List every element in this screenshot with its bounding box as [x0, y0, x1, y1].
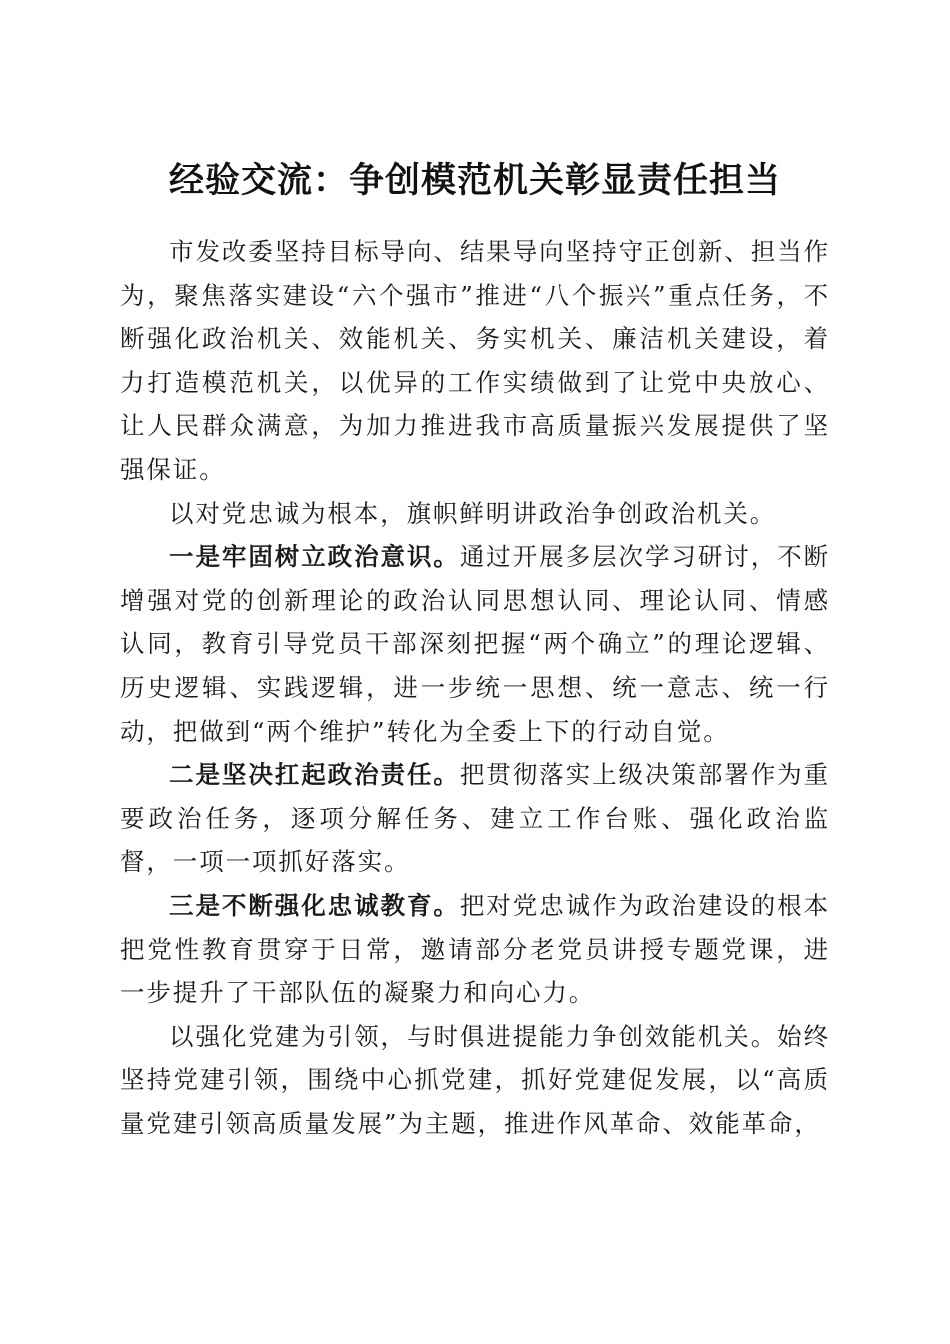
paragraph-lead: 三是不断强化忠诚教育。: [169, 890, 460, 920]
paragraph-point-two: [120, 753, 830, 884]
paragraph-section-heading-efficiency: [120, 1015, 830, 1146]
paragraph-point-three: [120, 884, 830, 1015]
document-title: 经验交流：争创模范机关彰显责任担当: [168, 160, 781, 202]
paragraph-point-one: [120, 535, 830, 753]
paragraph-text: 通过开展多层次学习研讨，不断增强对党的创新理论的政治认同思想认同、理论认同、情感认同，教育引导党员干部深刻把握“两个确立”的理论逻辑、历史逻辑、实践逻辑，进一步统一思想、统一意志、统一行动，把做到“两个维护”转化为全委上下的行动自觉。: [120, 542, 830, 746]
paragraph-section-heading-political: [120, 492, 830, 536]
paragraph-lead: 二是坚决扛起政治责任。: [169, 760, 460, 790]
paragraph-intro: [120, 230, 830, 492]
document-body: [120, 230, 830, 1145]
paragraph-text: 以强化党建为引领，与时俱进提能力争创效能机关。始终坚持党建引领，围绕中心抓党建，抓好党建促发展，以“高质量党建引领高质量发展”为主题，推进作风革命、效能革命，: [120, 1021, 830, 1138]
paragraph-text: 把对党忠诚作为政治建设的根本把党性教育贯穿于日常，邀请部分老党员讲授专题党课，进一步提升了干部队伍的凝聚力和向心力。: [120, 890, 830, 1008]
paragraph-text: 市发改委坚持目标导向、结果导向坚持守正创新、担当作为，聚焦落实建设“六个强市”推进“八个振兴”重点任务，不断强化政治机关、效能机关、务实机关、廉洁机关建设，着力打造模范机关，以优异的工作实绩做到了让党中央放心、让人民群众满意，为加力推进我市高质量振兴发展提供了坚强保证。: [120, 237, 830, 484]
paragraph-text: 以对党忠诚为根本，旗帜鲜明讲政治争创政治机关。: [169, 498, 777, 528]
paragraph-lead: 一是牢固树立政治意识。: [169, 542, 460, 572]
paragraph-text: 把贯彻落实上级决策部署作为重要政治任务，逐项分解任务、建立工作台账、强化政治监督，一项一项抓好落实。: [120, 760, 830, 877]
